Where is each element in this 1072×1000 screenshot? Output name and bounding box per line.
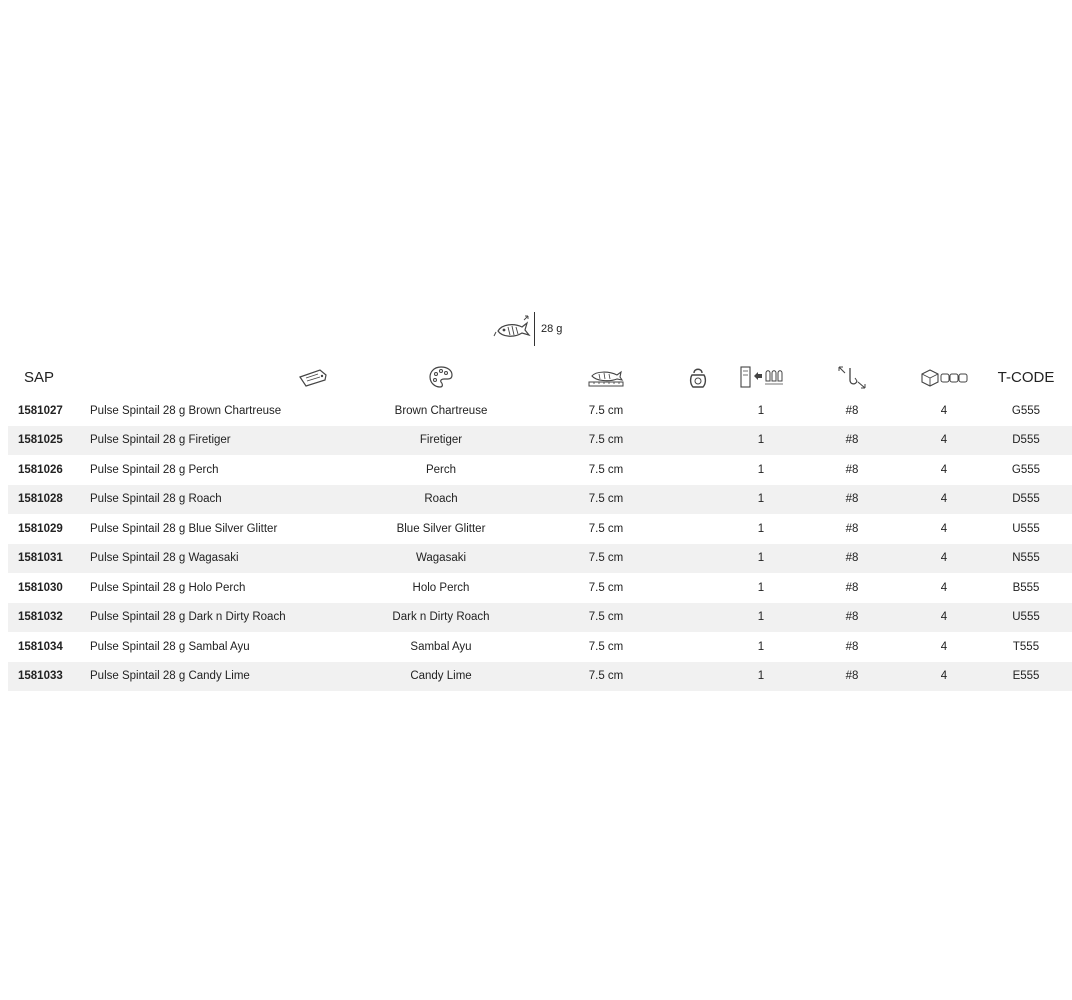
cell-tcode: N555 [980, 544, 1072, 574]
column-header-hook [796, 358, 908, 396]
cell-weight [670, 485, 726, 515]
cell-sap: 1581032 [8, 603, 90, 633]
cell-hook: #8 [845, 581, 859, 594]
table-row [8, 662, 1072, 692]
cell-color: Perch [425, 463, 457, 476]
price-tag-icon [298, 367, 328, 387]
cell-quantity: 1 [757, 581, 765, 594]
cell-sap: 1581025 [8, 426, 90, 456]
cell-sap: 1581029 [18, 522, 63, 535]
cell-weight [670, 426, 726, 456]
cell-name: Pulse Spintail 28 g Holo Perch [90, 581, 246, 594]
cell-length: 7.5 cm [542, 426, 670, 456]
cell-color: Dark n Dirty Roach [340, 603, 542, 633]
column-header-weight [670, 358, 726, 396]
cell-hook: #8 [845, 404, 859, 417]
cell-sap: 1581028 [8, 485, 90, 515]
pack-quantity-icon [739, 365, 783, 389]
product-table [8, 358, 1072, 691]
cell-color: Roach [340, 485, 542, 515]
cell-tcode: G555 [1011, 404, 1041, 417]
cell-sap: 1581027 [18, 404, 63, 417]
cell-quantity: 1 [757, 522, 765, 535]
cell-weight [670, 455, 726, 485]
table-row [8, 455, 1072, 485]
cell-box: 4 [940, 522, 948, 535]
cell-name: Pulse Spintail 28 g Blue Silver Glitter [90, 522, 278, 535]
cell-length: 7.5 cm [588, 522, 624, 535]
cell-box: 4 [908, 603, 980, 633]
cell-quantity: 1 [757, 404, 765, 417]
cell-sap: 1581034 [18, 640, 63, 653]
column-header-box [908, 358, 980, 396]
cell-tcode: B555 [1012, 581, 1040, 594]
table-row [8, 632, 1072, 662]
palette-icon [428, 365, 454, 389]
hook-size-icon [836, 364, 868, 390]
cell-color: Holo Perch [412, 581, 470, 594]
table-row [8, 544, 1072, 574]
cell-hook: #8 [845, 640, 859, 653]
lure-icon [494, 314, 532, 344]
cell-name: Pulse Spintail 28 g Brown Chartreuse [90, 404, 282, 417]
cell-hook: #8 [845, 463, 859, 476]
column-header-tcode: T-CODE [997, 368, 1055, 386]
cell-weight [670, 662, 726, 692]
header-divider [534, 312, 535, 346]
cell-length: 7.5 cm [542, 662, 670, 692]
cell-weight [670, 632, 726, 662]
cell-box: 4 [908, 544, 980, 574]
cell-weight [670, 603, 726, 633]
model-header [494, 312, 562, 346]
table-row [8, 573, 1072, 603]
cell-tcode: U555 [980, 603, 1072, 633]
column-header-length [542, 358, 670, 396]
cell-sap: 1581033 [8, 662, 90, 692]
cell-quantity: 1 [726, 485, 796, 515]
table-row [8, 514, 1072, 544]
cell-name: Pulse Spintail 28 g Firetiger [90, 426, 340, 456]
cell-box: 4 [940, 640, 948, 653]
cell-hook: #8 [845, 522, 859, 535]
cell-tcode: D555 [980, 426, 1072, 456]
cell-tcode: E555 [980, 662, 1072, 692]
cell-quantity: 1 [726, 662, 796, 692]
cell-quantity: 1 [757, 463, 765, 476]
cell-length: 7.5 cm [588, 581, 624, 594]
cell-weight [670, 573, 726, 603]
cell-length: 7.5 cm [542, 485, 670, 515]
cell-hook: #8 [796, 603, 908, 633]
cell-tcode: D555 [980, 485, 1072, 515]
cell-color: Blue Silver Glitter [396, 522, 486, 535]
cell-quantity: 1 [726, 603, 796, 633]
column-header-name [90, 358, 340, 396]
cell-quantity: 1 [726, 544, 796, 574]
cell-length: 7.5 cm [542, 603, 670, 633]
column-header-sap: SAP [24, 368, 55, 386]
cell-box: 4 [940, 404, 948, 417]
ruler-lure-icon [587, 366, 625, 388]
cell-name: Pulse Spintail 28 g Roach [90, 485, 340, 515]
cell-box: 4 [940, 581, 948, 594]
cell-color: Candy Lime [340, 662, 542, 692]
cell-name: Pulse Spintail 28 g Candy Lime [90, 662, 340, 692]
column-header-color [340, 358, 542, 396]
cell-box: 4 [908, 426, 980, 456]
table-row [8, 603, 1072, 633]
cell-color: Sambal Ayu [410, 640, 472, 653]
cell-hook: #8 [796, 662, 908, 692]
kettlebell-icon [688, 365, 708, 389]
cell-box: 4 [908, 662, 980, 692]
cell-box: 4 [940, 463, 948, 476]
cell-weight [670, 396, 726, 426]
cell-hook: #8 [796, 544, 908, 574]
cell-length: 7.5 cm [588, 404, 624, 417]
cell-weight [670, 544, 726, 574]
cell-sap: 1581026 [18, 463, 63, 476]
cell-sap: 1581031 [8, 544, 90, 574]
box-quantity-icon [919, 367, 969, 387]
cell-hook: #8 [796, 426, 908, 456]
cell-weight [670, 514, 726, 544]
table-header-row [8, 358, 1072, 396]
cell-tcode: G555 [1011, 463, 1041, 476]
cell-length: 7.5 cm [588, 640, 624, 653]
cell-color: Firetiger [340, 426, 542, 456]
cell-length: 7.5 cm [588, 463, 624, 476]
cell-quantity: 1 [757, 640, 765, 653]
cell-hook: #8 [796, 485, 908, 515]
cell-box: 4 [908, 485, 980, 515]
cell-tcode: U555 [1012, 522, 1040, 535]
cell-color: Wagasaki [340, 544, 542, 574]
column-header-quantity [726, 358, 796, 396]
cell-quantity: 1 [726, 426, 796, 456]
cell-name: Pulse Spintail 28 g Dark n Dirty Roach [90, 603, 340, 633]
cell-name: Pulse Spintail 28 g Wagasaki [90, 544, 340, 574]
cell-name: Pulse Spintail 28 g Perch [90, 463, 219, 476]
cell-name: Pulse Spintail 28 g Sambal Ayu [90, 640, 250, 653]
table-row [8, 485, 1072, 515]
cell-length: 7.5 cm [542, 544, 670, 574]
model-weight: 28 g [541, 323, 563, 335]
cell-tcode: T555 [1012, 640, 1040, 653]
table-row [8, 396, 1072, 426]
cell-color: Brown Chartreuse [394, 404, 488, 417]
cell-sap: 1581030 [18, 581, 63, 594]
table-row [8, 426, 1072, 456]
